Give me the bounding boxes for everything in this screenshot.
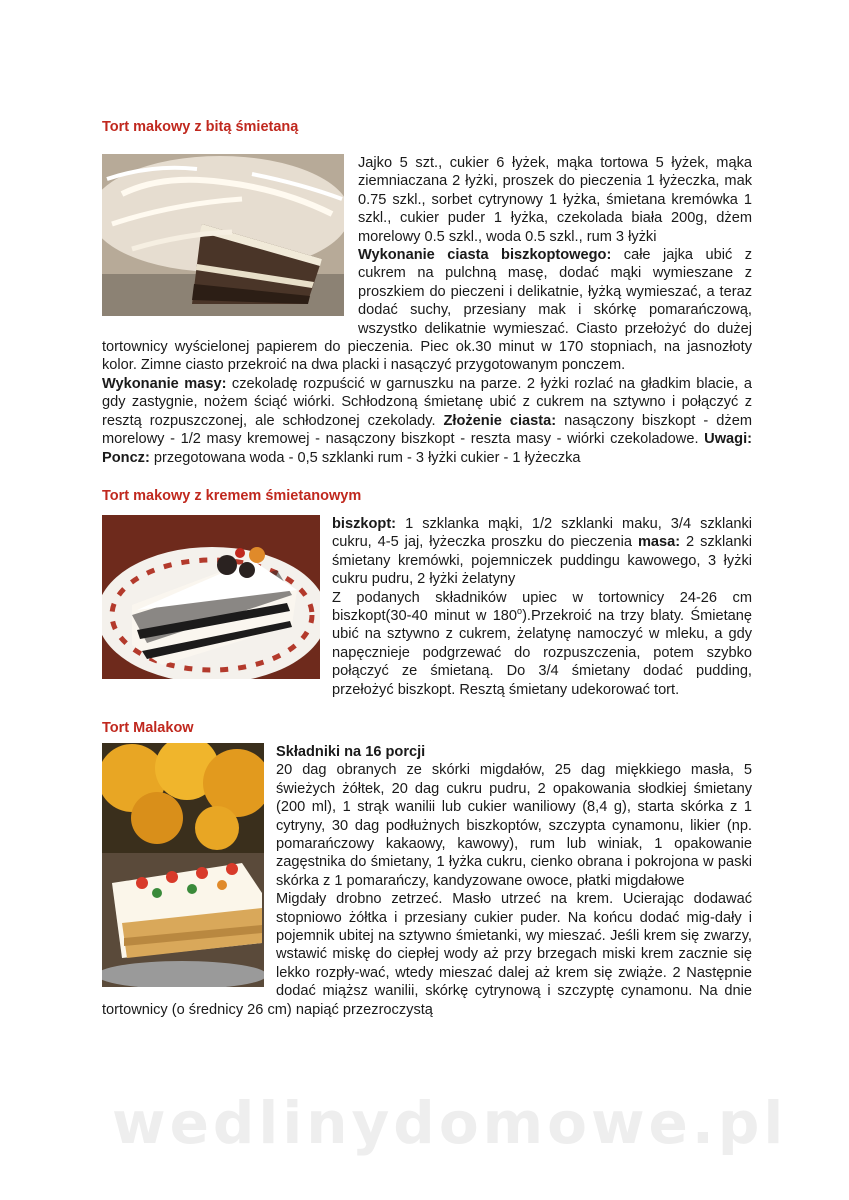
masa-label: masa: (637, 534, 681, 551)
recipe-1-mass (102, 375, 752, 467)
masa-text: 2 szklanki śmietany kremówki, pojemniczek puddingu kawowego, 3 łyżki cukru pudru, 2 łyżki żelatyny (332, 534, 752, 588)
assembly-label: Złożenie ciasta: (443, 412, 557, 429)
recipe-2 (102, 515, 752, 699)
biszkopt-label: biszkopt: (332, 515, 397, 532)
recipe-2-title: Tort makowy z kremem śmietanowym (102, 487, 362, 504)
method-part-a: Z podanych składników upiec w tortownicy 24-26 cm biszkopt(30-40 minut w 180 (332, 589, 752, 624)
assembly-text: nasączony biszkopt - dżem morelowy - 1/2 masy kremowej - nasączony biszkopt - reszta masy - wiórki czekoladowe. (102, 412, 752, 448)
site-watermark: wedlinydomowe.pl (112, 1089, 788, 1157)
punch-label: Poncz: (102, 449, 150, 466)
cream-cake-slice-photo-icon (102, 515, 320, 679)
sponge-text: całe jajka ubić z cukrem na pulchną masę, dodać mąki wymieszane z proszkiem do pieczeni i delikatnie, łyżką wymieszać, a teraz dodać suchy, przesiany mak i skórkę pomarańczową, wszystko delikatnie wymieszać. Ciasto przełożyć do dużej tortownicy wyścielonej papierem do pieczenia. Piec ok.30 minut w 170 stopniach, na jasnozłoty kolor. Zimne ciasto przekroić na dwa placki i nasączyć przygotowanym ponczem. (102, 247, 752, 374)
malakow-cake-flowers-photo-icon (102, 743, 264, 987)
recipe-3-method: Migdały drobno zetrzeć. Masło utrzeć na krem. Ucierając dodawać stopniowo żółtka i przesiany cukier puder. Na końcu dodać mig-dały i pojemnik ubitej na sztywno śmietanki, wy mieszać. Jeśli krem się zwarzy, wstawić miskę do ciepłej wody aż przy brzegach miski krem zacznie się lekko rozpły-wać, wtedy mieszać dalej aż krem się zwiąże. 2 Następnie dodać miąższ wanilii, skórkę cytrynową i szczyptę cynamonu. Na dnie tortownicy (o średnicy 26 cm) napiąć przezroczystą (102, 891, 752, 1018)
sponge-label: Wykonanie ciasta biszkoptowego: (358, 247, 612, 264)
poppy-cake-photo-icon (102, 154, 344, 316)
recipe-1 (102, 154, 752, 467)
servings-label: Składniki na 16 porcji (276, 743, 426, 760)
biszkopt-text: 1 szklanka mąki, 1/2 szklanki maku, 3/4 szklanki cukru, 4-5 jaj, łyżeczka proszku do pieczenia (332, 515, 752, 551)
method-part-b: ).Przekroić na trzy blaty. Śmietanę ubić na sztywno z cukrem, żelatynę namoczyć w mleku, a gdy napęcznieje podgrzewać do rozpuszczenia, potem szybko połączyć ze śmietaną. Do 3/4 śmietany dodać pudding, przełożyć biszkopt. Resztą śmietany udekorować tort. (332, 607, 752, 698)
mass-label: Wykonanie masy: (102, 375, 227, 392)
recipe-3 (102, 743, 752, 1019)
notes-text: przegotowana woda - 0,5 szklanki rum - 3 łyżki cukier - 1 łyżeczka (149, 449, 581, 466)
document-page (102, 118, 752, 1019)
mass-text: czekoladę rozpuścić w garnuszku na parze. 2 łyżki rozlać na gładkim blacie, a gdy zastygnie, nożem ściąć wiórki. Schłodzoną śmietanę ubić z cukrem na sztywno i połączyć z resztą rozpuszczonej, ale schłodzonej czekolady. (102, 375, 752, 429)
recipe-1-ingredients: Jajko 5 szt., cukier 6 łyżek, mąka tortowa 5 łyżek, mąka ziemniaczana 2 łyżki, proszek do pieczenia 1 łyżeczka, mak 0.75 szkl., sorbet cytrynowy 1 łyżka, śmietana kremówka 1 szkl., cukier puder 1 łyżka, czekolada biała 200g, dżem morelowy 0.5 szkl., woda 0.5 szkl., rum 3 łyżki (358, 155, 752, 245)
degree-symbol: o (517, 606, 523, 617)
recipe-1-title: Tort makowy z bitą śmietaną (102, 119, 299, 135)
recipe-3-ingredients: 20 dag obranych ze skórki migdałów, 25 dag miękkiego masła, 5 świeżych żółtek, 20 dag cukru pudru, 2 opakowania słodkiej śmietany (200 ml), 1 strąk wanilii lub cukier waniliowy (8,4 g), starta skórka z 1 cytryny, 30 dag podłużnych biszkoptów, szczypta cynamonu, likier (np. pomarańczowy kakaowy, kawowy), rum lub winiak, 1 opakowanie zagęstnika do śmietany, 1 łyżka cukru, cienko obrana i pokrojona w paski skórka z 1 pomarańczy, kandyzowane owoce, płatki migdałowe (276, 762, 752, 889)
recipe-3-title: Tort Malakow (102, 719, 194, 736)
notes-label: Uwagi: (704, 431, 752, 448)
